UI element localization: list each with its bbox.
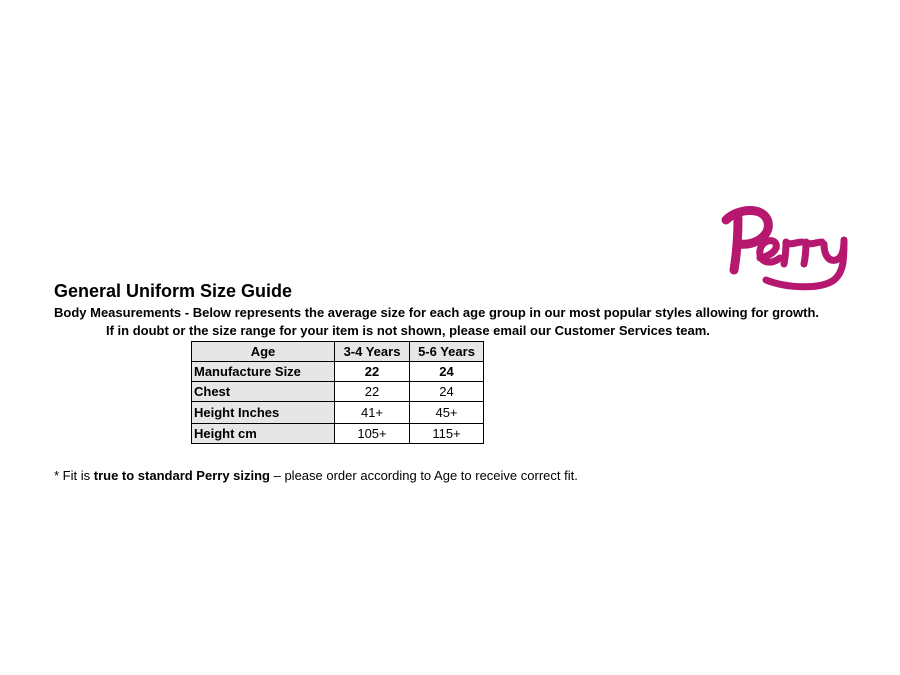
table-cell: 41+ <box>335 402 410 424</box>
header-5-6-years: 5-6 Years <box>410 342 484 362</box>
header-3-4-years: 3-4 Years <box>335 342 410 362</box>
table-cell: 45+ <box>410 402 484 424</box>
table-row <box>192 402 484 424</box>
table-row <box>192 362 484 382</box>
row-label: Height cm <box>192 424 335 444</box>
size-table <box>191 341 484 444</box>
header-age: Age <box>192 342 335 362</box>
table-cell: 22 <box>335 382 410 402</box>
footnote-emphasis: true to standard Perry sizing <box>93 468 270 483</box>
row-label: Height Inches <box>192 402 335 424</box>
table-cell: 105+ <box>335 424 410 444</box>
perry-logo <box>716 200 856 294</box>
footnote-suffix: – please order according to Age to receive correct fit. <box>270 468 578 483</box>
table-row <box>192 424 484 444</box>
intro-line-2: If in doubt or the size range for your item is not shown, please email our Customer Services team. <box>106 323 710 338</box>
page-title: General Uniform Size Guide <box>54 281 293 301</box>
fit-footnote <box>54 468 578 483</box>
row-label: Chest <box>192 382 335 402</box>
table-row <box>192 382 484 402</box>
table-cell: 24 <box>410 382 484 402</box>
row-label: Manufacture Size <box>192 362 335 382</box>
perry-logo-icon <box>716 200 856 294</box>
table-cell: 22 <box>335 362 410 382</box>
table-header-row <box>192 342 484 362</box>
intro-line-1: Body Measurements - Below represents the average size for each age group in our most popular styles allowing for growth. <box>54 305 820 320</box>
table-cell: 115+ <box>410 424 484 444</box>
table-cell: 24 <box>410 362 484 382</box>
footnote-prefix: * Fit is <box>54 468 94 483</box>
